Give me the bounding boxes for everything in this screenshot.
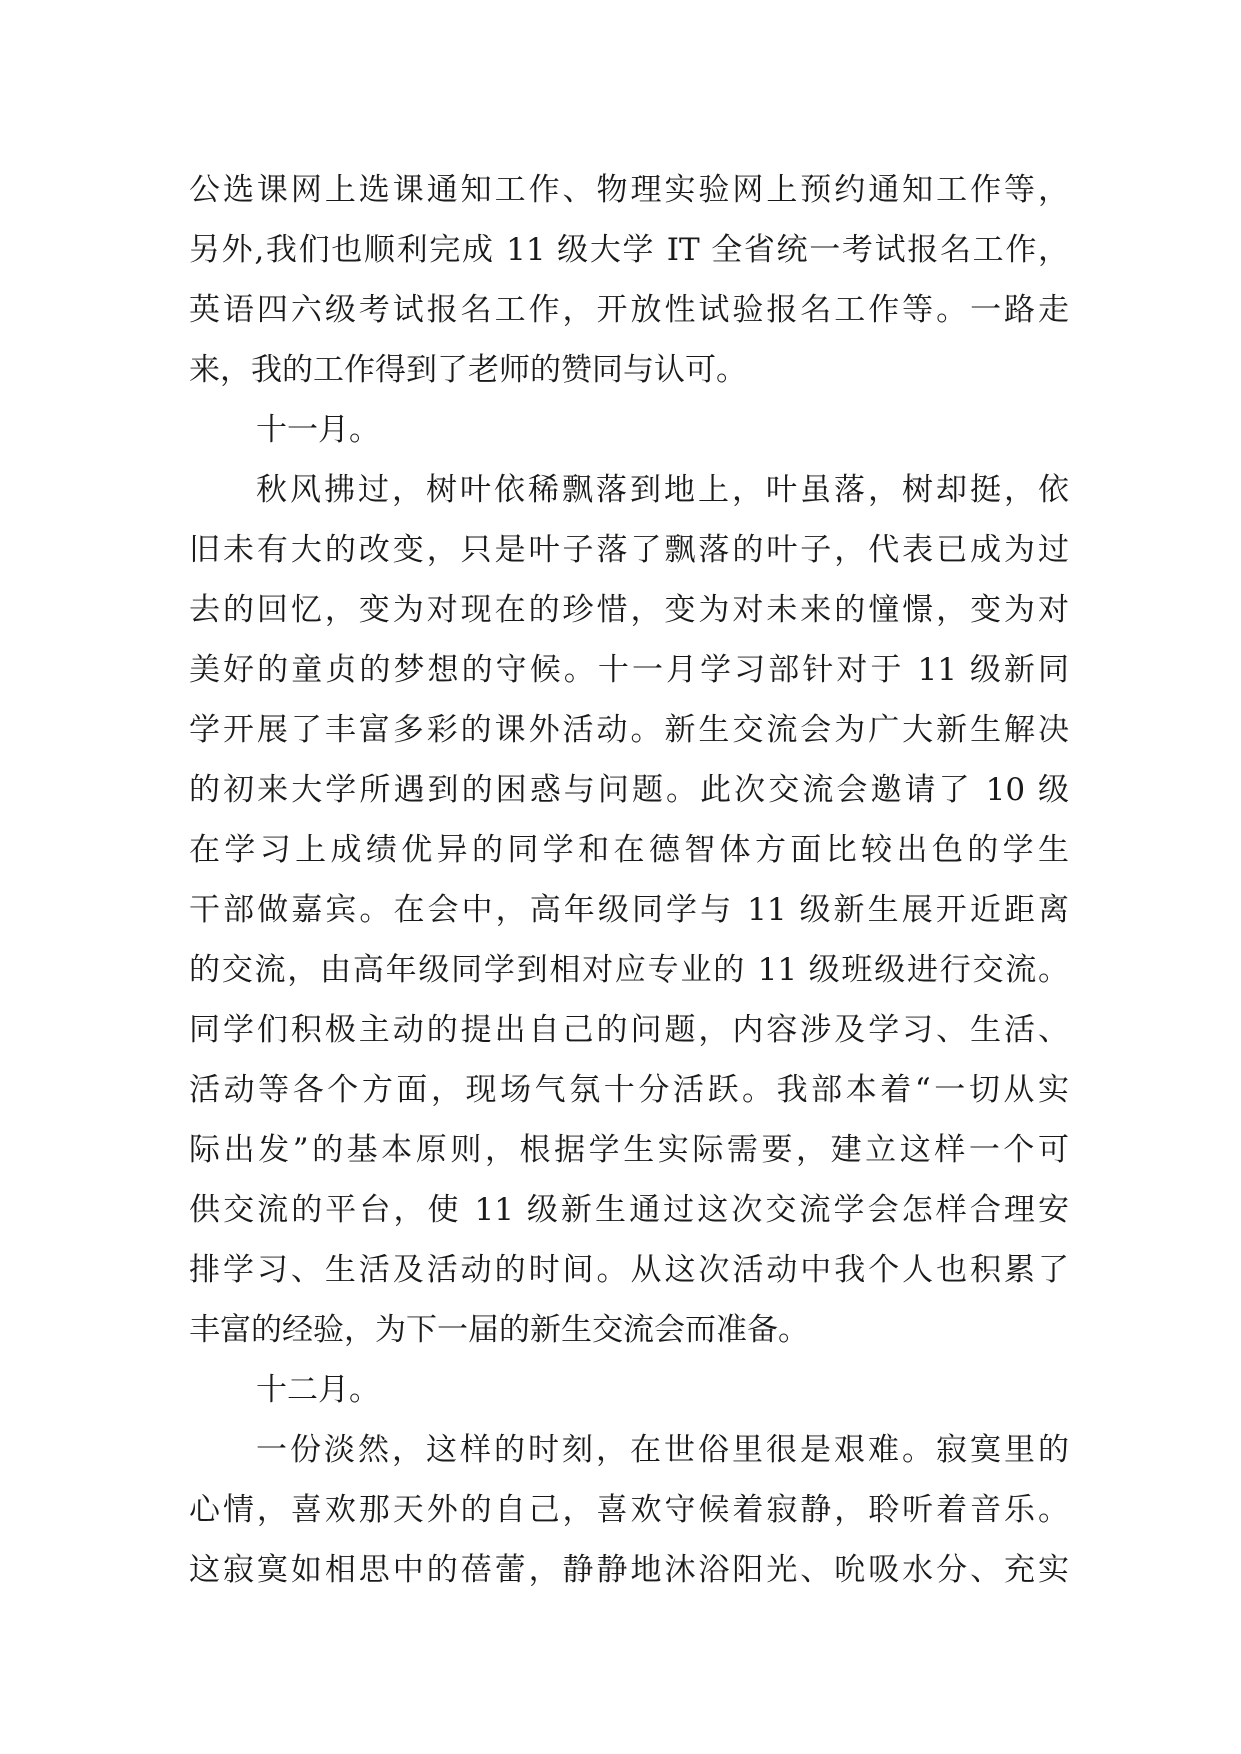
text-line: 旧未有大的改变，只是叶子落了飘落的叶子，代表已成为过 [189, 532, 1069, 568]
text-line: 来，我的工作得到了老师的赞同与认可。 [189, 352, 747, 388]
text-line: 排学习、生活及活动的时间。从这次活动中我个人也积累了 [189, 1252, 1069, 1288]
text-line: 供交流的平台，使 11 级新生通过这次交流学会怎样合理安 [189, 1192, 1069, 1228]
text-line: 这寂寞如相思中的蓓蕾，静静地沐浴阳光、吮吸水分、充实 [189, 1552, 1069, 1588]
text-line: 的初来大学所遇到的困惑与问题。此次交流会邀请了 10 级 [189, 772, 1069, 808]
text-line: 美好的童贞的梦想的守候。十一月学习部针对于 11 级新同 [189, 652, 1069, 688]
text-line: 十一月。 [256, 412, 380, 448]
text-line: 另外,我们也顺利完成 11 级大学 IT 全省统一考试报名工作， [189, 232, 1069, 268]
text-line: 干部做嘉宾。在会中，高年级同学与 11 级新生展开近距离 [189, 892, 1069, 928]
text-line: 一份淡然，这样的时刻，在世俗里很是艰难。寂寞里的 [256, 1432, 1069, 1468]
body-text [189, 160, 1069, 1600]
text-line: 去的回忆，变为对现在的珍惜，变为对未来的憧憬，变为对 [189, 592, 1069, 628]
text-line: 丰富的经验，为下一届的新生交流会而准备。 [189, 1312, 809, 1348]
text-line: 秋风拂过，树叶依稀飘落到地上，叶虽落，树却挺，依 [256, 472, 1069, 508]
text-line: 在学习上成绩优异的同学和在德智体方面比较出色的学生 [189, 832, 1069, 868]
text-line: 同学们积极主动的提出自己的问题，内容涉及学习、生活、 [189, 1012, 1069, 1048]
text-line: 十二月。 [256, 1372, 380, 1408]
text-line: 英语四六级考试报名工作，开放性试验报名工作等。一路走 [189, 292, 1069, 328]
text-line: 公选课网上选课通知工作、物理实验网上预约通知工作等， [189, 172, 1069, 208]
text-line: 学开展了丰富多彩的课外活动。新生交流会为广大新生解决 [189, 712, 1069, 748]
text-line: 活动等各个方面，现场气氛十分活跃。我部本着“一切从实 [189, 1072, 1069, 1108]
text-line: 际出发”的基本原则，根据学生实际需要，建立这样一个可 [189, 1132, 1069, 1168]
text-line: 心情，喜欢那天外的自己，喜欢守候着寂静，聆听着音乐。 [189, 1492, 1069, 1528]
text-line: 的交流，由高年级同学到相对应专业的 11 级班级进行交流。 [189, 952, 1069, 988]
